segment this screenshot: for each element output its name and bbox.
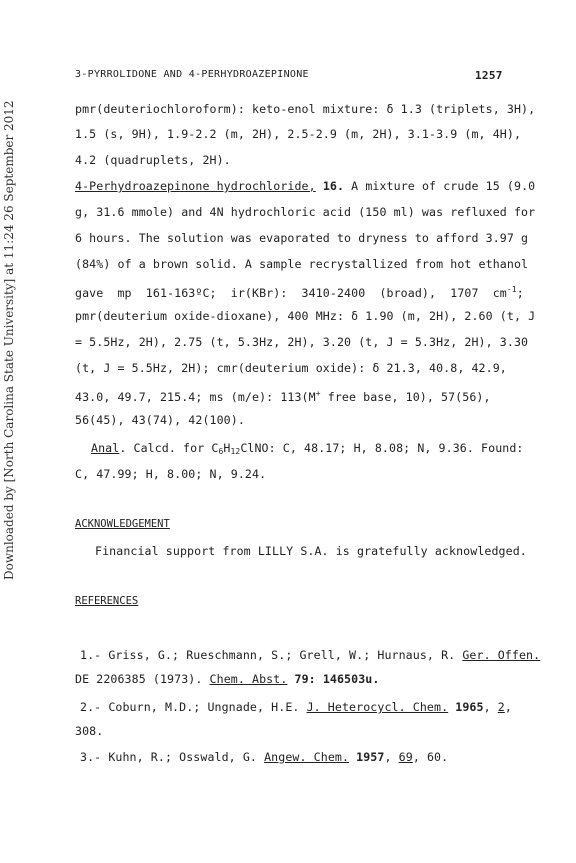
body-line: = 5.5Hz, 2H), 2.75 (t, 5.3Hz, 2H), 3.20 (t, J = 5.3Hz, 2H), 3.30 [75,335,529,349]
subscript: 12 [230,447,241,456]
reference-journal: J. Heterocycl. Chem. [306,700,449,714]
body-text: A mixture of crude 15 (9.0 [344,179,536,193]
reference-year: 1965 [448,700,484,714]
body-line: pmr(deuteriochloroform): keto-enol mixture: δ 1.3 (triplets, 3H), [75,102,536,116]
body-line: (84%) of a brown solid. A sample recrystallized from hot ethanol [75,257,529,271]
reference-text: 3.- Kuhn, R.; Osswald, G. [80,750,265,764]
reference-year: 1957 [349,750,385,764]
reference-text: , 60. [412,750,449,764]
reference-text: , [483,700,498,714]
body-line: 6 hours. The solution was evaporated to dryness to afford 3.97 g [75,231,529,245]
compound-paragraph-start [75,179,536,193]
analysis-line [91,441,524,459]
compound-title: 4-Perhydroazepinone hydrochloride, [75,179,316,193]
body-line: pmr(deuterium oxide-dioxane), 400 MHz: δ 1.90 (m, 2H), 2.60 (t, J [75,309,536,323]
body-text: . Calcd. for C [119,441,219,455]
body-line [75,387,500,404]
superscript: + [315,389,321,398]
reference-2-cont: 308. [75,724,104,738]
body-line: 56(45), 43(74), 42(100). [75,413,245,427]
body-text: H [223,441,231,455]
body-text: free base, 10), 57(56), [320,390,491,404]
reference-text: 1.- Griss, G.; Rueschmann, S.; Grell, W.; Hurnaus, R. [80,648,463,662]
reference-text: 2.- Coburn, M.D.; Ungnade, H.E. [80,700,307,714]
body-text: ; [516,286,524,300]
page-number: 1257 [475,69,503,82]
body-text: ClNO: C, 48.17; H, 8.08; N, 9.36. Found: [240,441,524,455]
analysis-label: Anal [91,441,120,455]
reference-text: , [384,750,399,764]
superscript: -1 [506,285,517,294]
reference-text: , [504,700,512,714]
body-text: 43.0, 49.7, 215.4; ms (m/e): 113(M [75,390,316,404]
reference-text: DE 2206385 (1973). [75,672,210,686]
subscript: 6 [218,447,224,456]
reference-1 [80,648,541,662]
acknowledgement-text: Financial support from LILLY S.A. is gratefully acknowledged. [95,544,527,558]
body-line: (t, J = 5.5Hz, 2H); cmr(deuterium oxide): δ 21.3, 40.8, 42.9, [75,361,507,375]
running-title: 3-PYRROLIDONE AND 4-PERHYDROAZEPINONE [75,69,309,80]
download-watermark-text: Downloaded by [North Carolina State University] at 11:24 26 September 2012 [2,100,16,580]
body-line: 4.2 (quadruplets, 2H). [75,153,231,167]
body-line: g, 31.6 mmole) and 4N hydrochloric acid (150 ml) was refluxed for [75,205,536,219]
reference-journal: Chem. Abst. [209,672,288,686]
reference-2 [80,700,512,714]
reference-text: 79: 146503u. [287,672,380,686]
reference-journal: Ger. Offen. [462,648,541,662]
references-heading: REFERENCES [75,595,139,607]
body-line: C, 47.99; H, 8.00; N, 9.24. [75,467,267,481]
reference-journal: Angew. Chem. [264,750,350,764]
reference-1-cont [75,672,500,686]
acknowledgement-heading: ACKNOWLEDGEMENT [75,518,170,530]
compound-number: 16. [322,179,345,193]
body-text: gave mp 161-163ºC; ir(KBr): 3410-2400 (broad), 1707 cm [75,286,507,300]
body-line: 1.5 (s, 9H), 1.9-2.2 (m, 2H), 2.5-2.9 (m, 2H), 3.1-3.9 (m, 4H), [75,127,522,141]
reference-volume: 2 [497,700,505,714]
reference-3 [80,750,505,764]
reference-volume: 69 [398,750,413,764]
body-line [75,283,524,300]
